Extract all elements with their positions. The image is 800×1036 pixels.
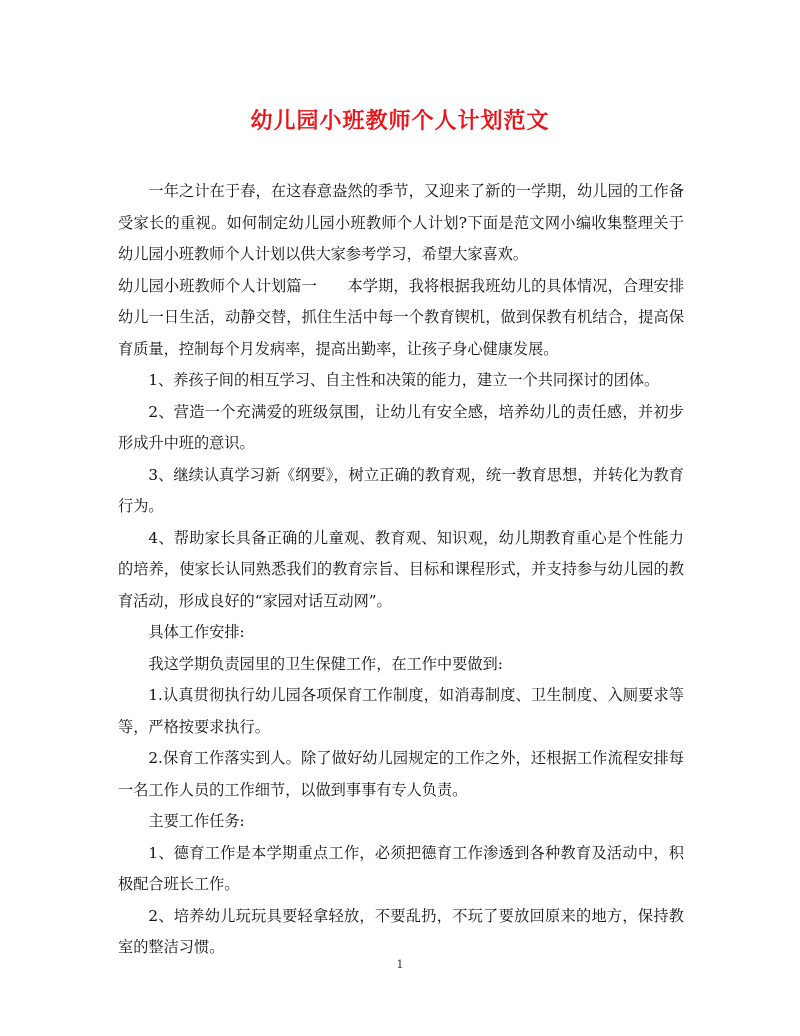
document-body: [118, 176, 684, 964]
arrangement-item-1: 1.认真贯彻执行幼儿园各项保育工作制度，如消毒制度、卫生制度、入厕要求等等，严格按要求执行。: [118, 686, 684, 736]
goal-item-1: 1、养孩子间的相互学习、自主性和决策的能力，建立一个共同探讨的团体。: [148, 371, 660, 389]
work-arrangement-intro: 我这学期负责园里的卫生保健工作，在工作中要做到:: [148, 654, 503, 673]
task-item-1: 1、德育工作是本学期重点工作，必须把德育工作渗透到各种教育及活动中，积极配合班长工作。: [118, 843, 684, 893]
document-title: 幼儿园小班教师个人计划范文: [250, 108, 550, 134]
plan-intro-paragraph: 幼儿园小班教师个人计划篇一 本学期，我将根据我班幼儿的具体情况，合理安排幼儿一日生活，动静交替，抓住生活中每一个教育锲机，做到保教有机结合，提高保育质量，控制每个月发病率，提高出勤率，让孩子身心健康发展。: [118, 276, 684, 358]
arrangement-item-2: 2.保育工作落实到人。除了做好幼儿园规定的工作之外，还根据工作流程安排每一名工作人员的工作细节，以做到事事有专人负责。: [118, 749, 684, 799]
section-heading-work-arrangement: 具体工作安排:: [148, 623, 245, 641]
goal-item-4: 4、帮助家长具备正确的儿童观、教育观、知识观，幼儿期教育重心是个性能力的培养，使家长认同熟悉我们的教育宗旨、目标和课程形式，并支持参与幼儿园的教育活动，形成良好的“家园对话互动网”。: [118, 528, 684, 610]
goal-item-2: 2、营造一个充满爱的班级氛围，让幼儿有安全感，培养幼儿的责任感，并初步形成升中班的意识。: [118, 402, 684, 452]
section-heading-main-tasks: 主要工作任务:: [148, 812, 245, 830]
goal-item-3: 3、继续认真学习新《纲要》，树立正确的教育观，统一教育思想，并转化为教育行为。: [118, 465, 684, 515]
intro-paragraph: 一年之计在于春，在这春意盎然的季节，又迎来了新的一学期，幼儿园的工作备受家长的重视。如何制定幼儿园小班教师个人计划?下面是范文网小编收集整理关于幼儿园小班教师个人计划以供大家参考学习，希望大家喜欢。: [118, 182, 684, 263]
page-number: 1: [396, 958, 404, 971]
task-item-2: 2、培养幼儿玩玩具要轻拿轻放，不要乱扔，不玩了要放回原来的地方，保持教室的整洁习惯。: [118, 906, 684, 956]
